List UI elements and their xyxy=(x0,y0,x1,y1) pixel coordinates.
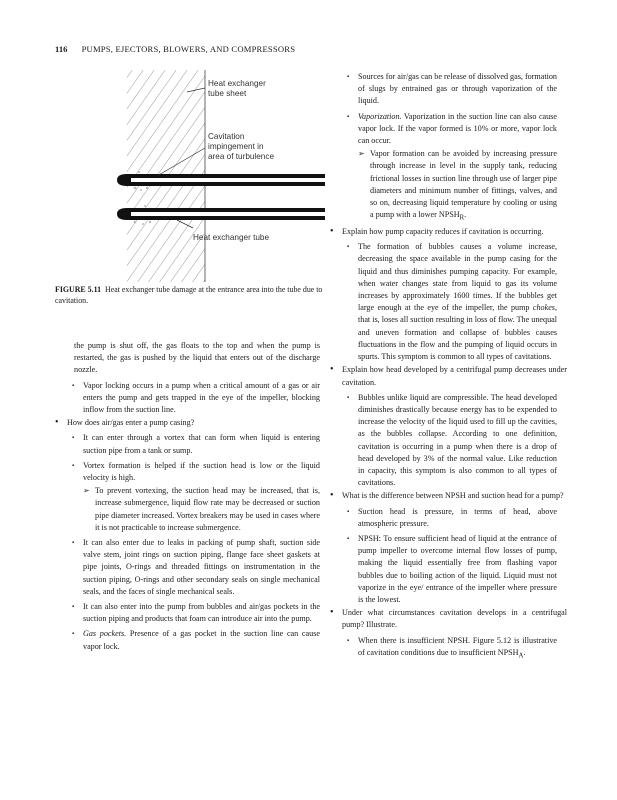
question-item: • Under what circumstances cavitation develops in a centrifugal pump? Illustrate. xyxy=(330,607,567,631)
bullet-item: ▪ It can also enter due to leaks in packing of pump shaft, suction side valve stem, joint rings on suction piping, flange face sheet gaskets at pipe joints, O-rings and threaded fittings on instrumentation in the suction piping, O-rings and other secondary seals on single mechanical seals, and the faces of single mechanical seals. xyxy=(55,537,320,598)
upper-tube xyxy=(117,174,325,186)
label-tube-sheet: tube sheet xyxy=(208,89,247,98)
bullet-item: ▪ NPSH: To ensure sufficient head of liquid at the entrance of pump impeller to overcome internal flow losses of pump, making the liquid essentially free from flashing vapor bubbles due to boiling action of the liquid. Liquid must not vaporize in the eye/ entrance of the impeller where pressure is the lowest. xyxy=(330,533,557,606)
right-column xyxy=(330,68,567,663)
label-heat-exchanger-tube: Heat exchanger tube xyxy=(193,233,270,242)
bullet-item: ▪ The formation of bubbles causes a volume increase, decreasing the space available in the pump casing for the liquid and thus diminishes pumping capacity. For example, when water changes state from liquid to gas its volume increases by approximately 1600 times. If the bubbles get large enough at the eye of the impeller, the pump chokes, that is, loses all suction resulting in loss of flow. The unequal and uneven formation and collapse of bubbles causes fluctuations in the flow and the pumping of liquid occurs in spurts. This symptom is common to all types of cavitations. xyxy=(330,241,557,363)
bullet-item: ▪ It can enter through a vortex that can form when liquid is entering suction pipe from a tank or sump. xyxy=(55,432,320,456)
bullet-item: ▪ Sources for air/gas can be release of dissolved gas, formation of slugs by entrained gas or through vaporization of the liquid. xyxy=(330,71,557,108)
bullet-item: ▪ It can also enter into the pump from bubbles and air/gas pockets in the suction piping and products that foam can introduce air into the pump. xyxy=(55,601,320,625)
bullet-item: ▪ Gas pockets. Presence of a gas pocket in the suction line can cause vapor lock. xyxy=(55,628,320,652)
question-item: • How does air/gas enter a pump casing? xyxy=(55,417,330,429)
heat-exchanger-figure xyxy=(55,70,325,282)
question-item: • What is the difference between NPSH and suction head for a pump? xyxy=(330,490,567,502)
label-impingement: impingement in xyxy=(208,142,264,151)
running-header xyxy=(55,44,295,54)
sub-bullet-item: ➢ Vapor formation can be avoided by increasing pressure through increase in level in the supply tank, reducing frictional losses in suction line through use of larger pipe diameters and minimum number of fittings, valves, and so on, decreasing liquid temperature by cooling or using a pump with a lower $NPSH_R$. xyxy=(330,148,557,225)
bullet-item: ▪ Vortex formation is helped if the suction head is low or the liquid velocity is high. xyxy=(55,460,320,484)
page-number: 116 xyxy=(55,44,68,54)
figure-number: FIGURE 5.11 xyxy=(55,285,102,294)
sub-bullet-item: ➢ To prevent vortexing, the suction head may be increased, that is, increase submergence, liquid flow rate may be decreased or suction pipe diameter increased. Vortex breakers may be used in cases where it is not practicable to increase submergence. xyxy=(55,485,320,534)
question-item: • Explain how pump capacity reduces if cavitation is occurring. xyxy=(330,226,567,238)
label-cavitation: Cavitation xyxy=(208,132,245,141)
bullet-item: ▪ Suction head is pressure, in terms of head, above atmospheric pressure. xyxy=(330,506,557,530)
bullet-item: ▪ Vapor locking occurs in a pump when a critical amount of a gas or air enters the pump and gets trapped in the eye of the impeller, blocking inflow from the suction line. xyxy=(55,380,320,417)
question-item: • Explain how head developed by a centrifugal pump decreases under cavitation. xyxy=(330,364,567,388)
figure-caption-text: Heat exchanger tube damage at the entrance area into the tube due to cavitation. xyxy=(55,285,323,305)
label-heat-exchanger: Heat exchanger xyxy=(208,79,266,88)
bullet-item: ▪ When there is insufficient NPSH. Figure 5.12 is illustrative of cavitation conditions due to insufficient $NPSH_A$. xyxy=(330,635,557,663)
bullet-item: ▪ Vaporization. Vaporization in the suction line can also cause vapor lock. If the vapor formed is 10% or more, vapor lock can occur. xyxy=(330,111,557,148)
label-turbulence: area of turbulence xyxy=(208,152,274,161)
lower-tube xyxy=(117,208,325,220)
bullet-item: ▪ Bubbles unlike liquid are compressible. The head developed diminishes drastically because energy has to be expended to increase the velocity of the liquid used to fill up the cavities, as the bubbles collapse. According to one definition, cavitation is occurring in a pump when there is a drop of head developed by 3% of the normal value. Like reduction in capacity, this symptom is also common to all types of cavitations. xyxy=(330,392,557,490)
left-column xyxy=(55,340,330,653)
paragraph: the pump is shut off, the gas floats to the top and when the pump is restarted, the gas is pushed by the liquid that enters out of the discharge nozzle. xyxy=(74,341,320,375)
figure-caption xyxy=(55,285,327,306)
running-title: PUMPS, EJECTORS, BLOWERS, AND COMPRESSORS xyxy=(81,44,296,54)
